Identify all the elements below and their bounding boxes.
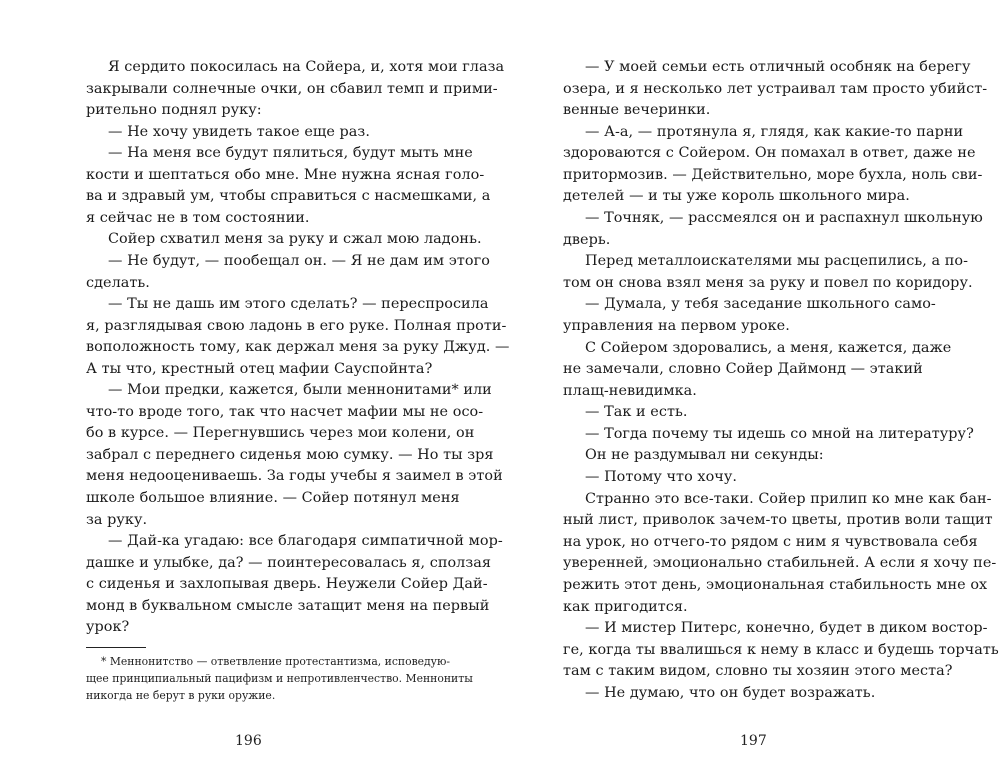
text-line: монд в буквальном смысле затащит меня на первый xyxy=(86,597,490,614)
text-line: меня недооцениваешь. За годы учебы я заимел в этой xyxy=(86,468,503,485)
text-line: бо в курсе. — Перегнувшись через мои колени, он xyxy=(86,425,475,442)
text-line: я сейчас не в том состоянии. xyxy=(86,209,310,226)
text-line: что-то вроде того, так что насчет мафии мы не осо- xyxy=(86,403,484,420)
text-line: — Ты не дашь им этого сделать? — переспросила xyxy=(108,296,489,313)
text-line: — Думала, у тебя заседание школьного само- xyxy=(585,296,936,313)
text-line: ге, когда ты ввалишься к нему в класс и будешь торчать xyxy=(563,641,999,658)
text-line: — Не будут, — пообещал он. — Я не дам им этого xyxy=(108,252,490,269)
text-line: Сойер схватил меня за руку и сжал мою ладонь. xyxy=(108,231,482,248)
text-line: ва и здравый ум, чтобы справиться с насмешками, а xyxy=(86,188,491,205)
text-line: воположность тому, как держал меня за руку Джуд. — xyxy=(86,339,510,356)
text-line: кости и шептаться обо мне. Мне нужна ясная голо- xyxy=(86,166,485,183)
text-line: рительно поднял руку: xyxy=(86,102,262,119)
text-line: я, разглядывая свою ладонь в его руке. Полная проти- xyxy=(86,317,507,334)
footnote-line: * Меннонитство — ответвление протестантизма, исповедую- xyxy=(101,655,451,668)
text-line: — И мистер Питерс, конечно, будет в диком востор- xyxy=(585,620,988,637)
text-line: детелей — и ты уже король школьного мира. xyxy=(563,188,910,205)
footnote-line: щее принципиальный пацифизм и непротивленчество. Меннониты xyxy=(86,672,473,685)
text-line: — Тогда почему ты идешь со мной на литературу? xyxy=(585,425,974,442)
text-line: С Сойером здоровались, а меня, кажется, даже xyxy=(585,339,952,356)
text-line: притормозив. — Действительно, море бухла, ноль сви- xyxy=(563,166,983,183)
text-line: здороваются с Сойером. Он помахал в ответ, даже не xyxy=(563,145,976,162)
text-line: не замечали, словно Сойер Даймонд — этакий xyxy=(563,361,923,378)
text-line: — Потому что хочу. xyxy=(585,469,737,486)
page-number-right: 197 xyxy=(740,733,767,749)
text-line: — У моей семьи есть отличный особняк на берегу xyxy=(585,59,971,75)
text-line: — Точняк, — рассмеялся он и распахнул школьную xyxy=(585,210,983,227)
text-line: ный лист, приволок зачем-то цветы, против воли тащит xyxy=(563,512,993,529)
text-line: — На меня все будут пялиться, будут мыть мне xyxy=(108,145,473,162)
text-line: как пригодится. xyxy=(563,598,688,615)
text-line: плащ-невидимка. xyxy=(563,382,697,399)
page-number-left: 196 xyxy=(235,733,262,749)
text-line: закрывали солнечные очки, он сбавил темп и прими- xyxy=(86,80,498,97)
text-line: забрал с переднего сиденья мою сумку. — Но ты зря xyxy=(86,446,494,463)
text-line: режить этот день, эмоциональная стабильность мне ох xyxy=(563,576,988,593)
text-line: том он снова взял меня за руку и повел по коридору. xyxy=(563,274,973,291)
text-line: Я сердито покосилась на Сойера, и, хотя мои глаза xyxy=(108,59,505,75)
text-line: — Так и есть. xyxy=(585,404,688,421)
text-line: на урок, но отчего-то рядом с ним я чувствовала себя xyxy=(563,533,978,550)
text-line: Перед металлоискателями мы расцепились, а по- xyxy=(585,253,969,270)
text-line: с сиденья и захлопывая дверь. Неужели Сойер Дай- xyxy=(86,576,488,593)
text-line: — Дай-ка угадаю: все благодаря симпатичной мор- xyxy=(108,533,503,550)
text-line: управления на первом уроке. xyxy=(563,317,790,334)
text-line: урок? xyxy=(86,619,130,636)
text-line: школе большое влияние. — Сойер потянул меня xyxy=(86,490,460,506)
text-line: Странно это все-таки. Сойер прилип ко мне как бан- xyxy=(585,490,992,507)
text-line: Он не раздумывал ни секунды: xyxy=(585,447,824,464)
text-line: — Не думаю, что он будет возражать. xyxy=(585,684,876,701)
text-line: дверь. xyxy=(563,231,611,248)
text-line: за руку. xyxy=(86,511,148,528)
footnote-line: никогда не берут в руки оружие. xyxy=(86,689,276,702)
text-line: уверенней, эмоционально стабильней. А если я хочу пе- xyxy=(563,555,997,572)
text-line: — Мои предки, кажется, были меннонитами* или xyxy=(108,382,492,399)
text-line: там с таким видом, словно ты хозяин этого места? xyxy=(563,663,953,680)
footnote-separator xyxy=(86,647,146,648)
text-line: — Не хочу увидеть такое еще раз. xyxy=(108,123,370,140)
text-line: А ты что, крестный отец мафии Сауспойнта? xyxy=(86,360,433,377)
right-page xyxy=(500,0,1000,783)
text-line: озера, и я несколько лет устраивал там просто убийст- xyxy=(563,80,988,97)
text-line: дашке и улыбке, да? — поинтересовалась я, сползая xyxy=(86,554,492,571)
text-line: — А-а, — протянула я, глядя, как какие-то парни xyxy=(585,123,964,140)
text-line: венные вечеринки. xyxy=(563,102,711,119)
text-line: сделать. xyxy=(86,274,150,291)
